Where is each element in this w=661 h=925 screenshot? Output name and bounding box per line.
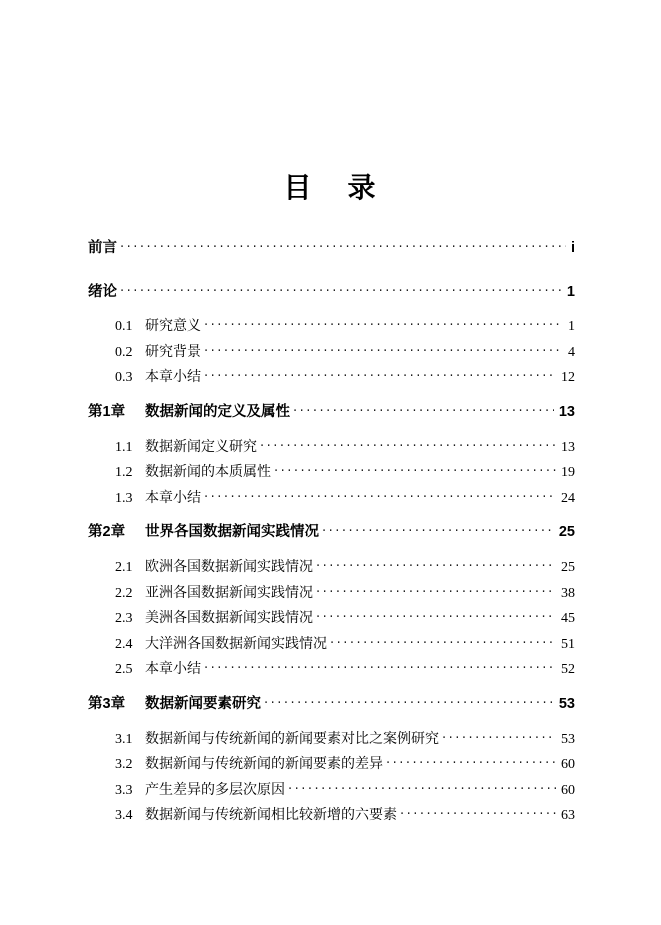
- entry-page-number: 53: [561, 731, 575, 747]
- dot-leader: [204, 485, 556, 511]
- toc-entry-section: [88, 727, 575, 753]
- toc-entry-section: [88, 606, 575, 632]
- entry-number: 2.4: [115, 636, 133, 652]
- entry-number: 0.3: [115, 370, 133, 386]
- entry-title: 大洋洲各国数据新闻实践情况: [145, 636, 327, 652]
- dot-leader: [330, 631, 556, 657]
- entry-page-number: 38: [561, 585, 575, 601]
- toc-entry-chapter: [88, 692, 575, 718]
- dot-leader: [204, 313, 563, 339]
- entry-title: 本章小结: [145, 662, 201, 678]
- entry-title: 美洲各国数据新闻实践情况: [145, 611, 313, 627]
- entry-title: 世界各国数据新闻实践情况: [145, 524, 319, 541]
- toc-entry-section: [88, 340, 575, 366]
- entry-title: 研究意义: [145, 319, 201, 335]
- dot-leader: [274, 459, 556, 485]
- entry-page-number: 25: [561, 559, 575, 575]
- dot-leader: [316, 580, 556, 606]
- entry-number: 2.2: [115, 585, 133, 601]
- entry-page-number: 25: [558, 524, 575, 541]
- entry-page-number: 4: [568, 344, 575, 360]
- toc-entry-section: [88, 365, 575, 391]
- entry-title: 数据新闻要素研究: [145, 695, 261, 712]
- toc-entry-chapter: [88, 400, 575, 426]
- entry-number: 0.2: [115, 344, 133, 360]
- dot-leader: [386, 751, 556, 777]
- entry-number: 2.5: [115, 662, 133, 678]
- entry-page-number: 60: [561, 757, 575, 773]
- entry-number: 3.4: [115, 808, 133, 824]
- entry-title: 数据新闻与传统新闻的新闻要素的差异: [145, 757, 383, 773]
- entry-number: 3.1: [115, 731, 133, 747]
- toc-entry-section: [88, 486, 575, 512]
- toc-entry-chapter: [88, 236, 575, 262]
- entry-title: 数据新闻定义研究: [145, 439, 257, 455]
- entry-number: 3.2: [115, 757, 133, 773]
- entry-title: 研究背景: [145, 344, 201, 360]
- dot-leader: [204, 656, 556, 682]
- entry-title: 欧洲各国数据新闻实践情况: [145, 559, 313, 575]
- entry-title: 绪论: [88, 283, 117, 300]
- entry-page-number: 45: [561, 611, 575, 627]
- dot-leader: [204, 339, 563, 365]
- entry-number: 0.1: [115, 319, 133, 335]
- entry-title: 亚洲各国数据新闻实践情况: [145, 585, 313, 601]
- entry-title: 产生差异的多层次原因: [145, 782, 285, 798]
- entry-title: 数据新闻与传统新闻相比较新增的六要素: [145, 808, 397, 824]
- dot-leader: [264, 691, 554, 717]
- entry-number: 1.3: [115, 490, 133, 506]
- entry-title: 前言: [88, 240, 117, 256]
- entry-number: 2.3: [115, 611, 133, 627]
- dot-leader: [316, 605, 556, 631]
- toc-entry-section: [88, 435, 575, 461]
- toc-entry-section: [88, 752, 575, 778]
- entry-page-number: 24: [561, 490, 575, 506]
- dot-leader: [293, 399, 554, 425]
- toc-entry-chapter: [88, 280, 575, 306]
- entry-number: 1.1: [115, 439, 133, 455]
- toc-entry-section: [88, 778, 575, 804]
- entry-page-number: 53: [558, 695, 575, 712]
- entry-page-number: 52: [561, 662, 575, 678]
- toc-list: [88, 227, 575, 829]
- dot-leader: [316, 554, 556, 580]
- toc-entry-section: [88, 581, 575, 607]
- toc-entry-section: [88, 555, 575, 581]
- entry-page-number: 63: [561, 808, 575, 824]
- entry-page-number: 60: [561, 782, 575, 798]
- entry-title: 数据新闻与传统新闻的新闻要素对比之案例研究: [145, 731, 439, 747]
- dot-leader: [120, 279, 562, 305]
- entry-page-number: 1: [568, 319, 575, 335]
- entry-number: 3.3: [115, 782, 133, 798]
- entry-title: 本章小结: [145, 490, 201, 506]
- entry-number: 第2章: [88, 524, 126, 541]
- dot-leader: [442, 726, 556, 752]
- entry-number: 1.2: [115, 465, 133, 481]
- entry-page-number: 1: [566, 283, 575, 300]
- entry-number: 2.1: [115, 559, 133, 575]
- toc-entry-chapter: [88, 520, 575, 546]
- dot-leader: [400, 802, 556, 828]
- dot-leader: [260, 434, 556, 460]
- entry-title: 数据新闻的本质属性: [145, 465, 271, 481]
- dot-leader: [288, 777, 556, 803]
- toc-entry-section: [88, 803, 575, 829]
- entry-title: 数据新闻的定义及属性: [145, 403, 290, 420]
- entry-number: 第3章: [88, 695, 126, 712]
- entry-title: 本章小结: [145, 370, 201, 386]
- toc-entry-section: [88, 632, 575, 658]
- dot-leader: [204, 364, 556, 390]
- toc-entry-section: [88, 460, 575, 486]
- dot-leader: [322, 519, 554, 545]
- entry-number: 第1章: [88, 403, 126, 420]
- entry-page-number: 12: [561, 370, 575, 386]
- page-title: 目 录: [283, 171, 380, 204]
- entry-page-number: i: [570, 240, 575, 256]
- entry-page-number: 13: [561, 439, 575, 455]
- entry-page-number: 19: [561, 465, 575, 481]
- dot-leader: [120, 235, 566, 261]
- toc-entry-section: [88, 314, 575, 340]
- toc-entry-section: [88, 657, 575, 683]
- entry-page-number: 13: [558, 403, 575, 420]
- entry-page-number: 51: [561, 636, 575, 652]
